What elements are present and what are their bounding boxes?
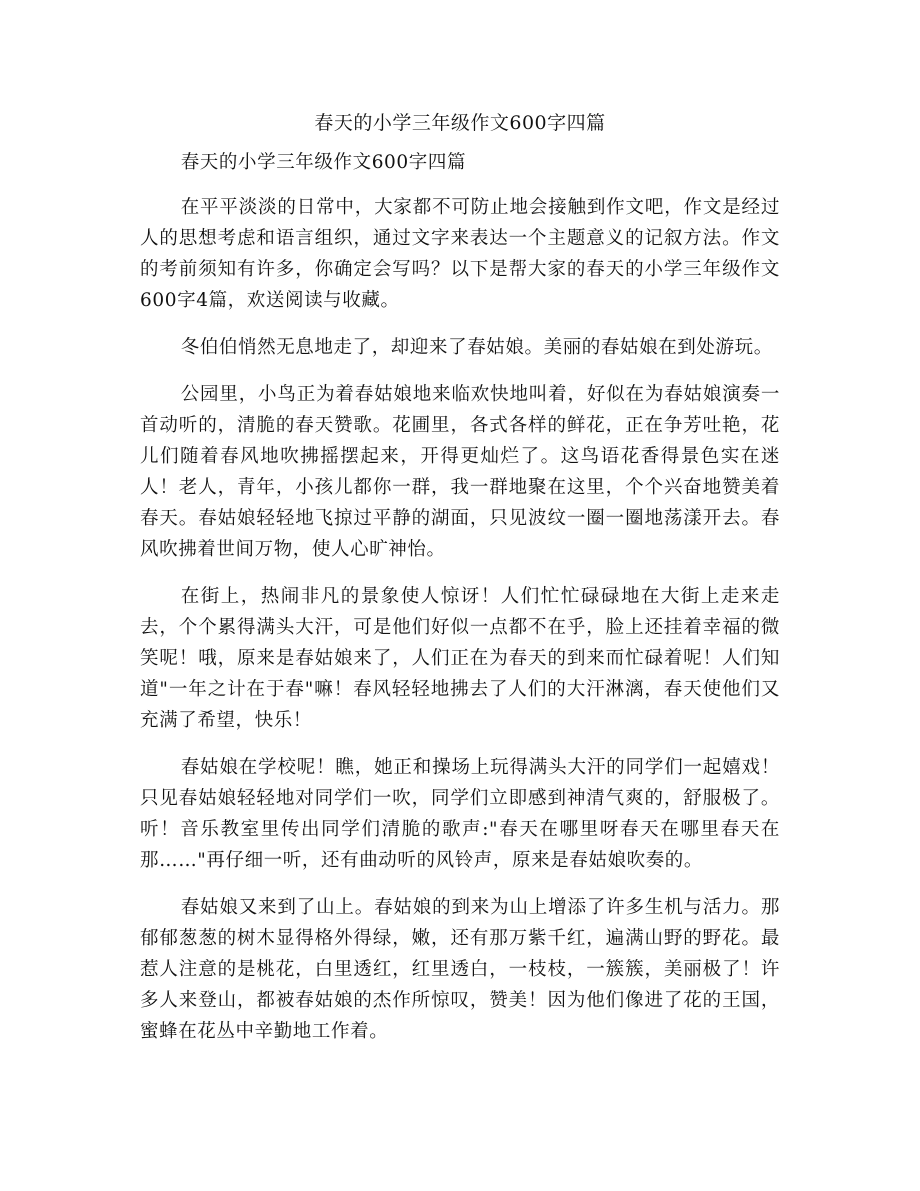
paragraph-mountain: 春姑娘又来到了山上。春姑娘的到来为山上增添了许多生机与活力。那郁郁葱葱的树木显得格外得绿，嫩，还有那万紫千红，遍满山野的野花。最惹人注意的是桃花，白里透红，红里透白，一枝枝，一簇簇，美丽极了！许多人来登山，都被春姑娘的杰作所惊叹，赞美！因为他们像进了花的王国，蜜蜂在花丛中辛勤地工作着。 (140, 897, 780, 1042)
paragraph-winter-leaves: 冬伯伯悄然无息地走了，却迎来了春姑娘。美丽的春姑娘在到处游玩。 (180, 337, 773, 358)
document-title: 春天的小学三年级作文600字四篇 (314, 112, 606, 134)
paragraph-park: 公园里，小鸟正为着春姑娘地来临欢快地叫着，好似在为春姑娘演奏一首动听的，清脆的春天赞歌。花圃里，各式各样的鲜花，正在争芳吐艳，花儿们随着春风地吹拂摇摆起来，开得更灿烂了。这鸟语花香得景色实在迷人！老人，青年，小孩儿都你一群，我一群地聚在这里，个个兴奋地赞美着春天。春姑娘轻轻地飞掠过平静的湖面，只见波纹一圈一圈地荡漾开去。春风吹拂着世间万物，使人心旷神怡。 (140, 384, 780, 560)
document-body (140, 147, 780, 1063)
paragraph-street: 在街上，热闹非凡的景象使人惊讶！人们忙忙碌碌地在大街上走来走去，个个累得满头大汗，可是他们好似一点都不在乎，脸上还挂着幸福的微笑呢！哦，原来是春姑娘来了，人们正在为春天的到来而忙碌着呢！人们知道"一年之计在于春"嘛！春风轻轻地拂去了人们的大汗淋漓，春天使他们又充满了希望，快乐！ (140, 586, 780, 731)
paragraph-intro: 在平平淡淡的日常中，大家都不可防止地会接触到作文吧，作文是经过人的思想考虑和语言组织，通过文字来表达一个主题意义的记叙方法。作文的考前须知有许多，你确定会写吗？以下是帮大家的春天的小学三年级作文600字4篇，欢送阅读与收藏。 (140, 197, 780, 311)
paragraph-school: 春姑娘在学校呢！瞧，她正和操场上玩得满头大汗的同学们一起嬉戏！只见春姑娘轻轻地对同学们一吹，同学们立即感到神清气爽的，舒服极了。听！音乐教室里传出同学们清脆的歌声:"春天在哪里呀春天在哪里春天在那……"再仔细一听，还有曲动听的风铃声，原来是春姑娘吹奏的。 (140, 757, 780, 871)
document-subtitle: 春天的小学三年级作文600字四篇 (180, 152, 467, 173)
